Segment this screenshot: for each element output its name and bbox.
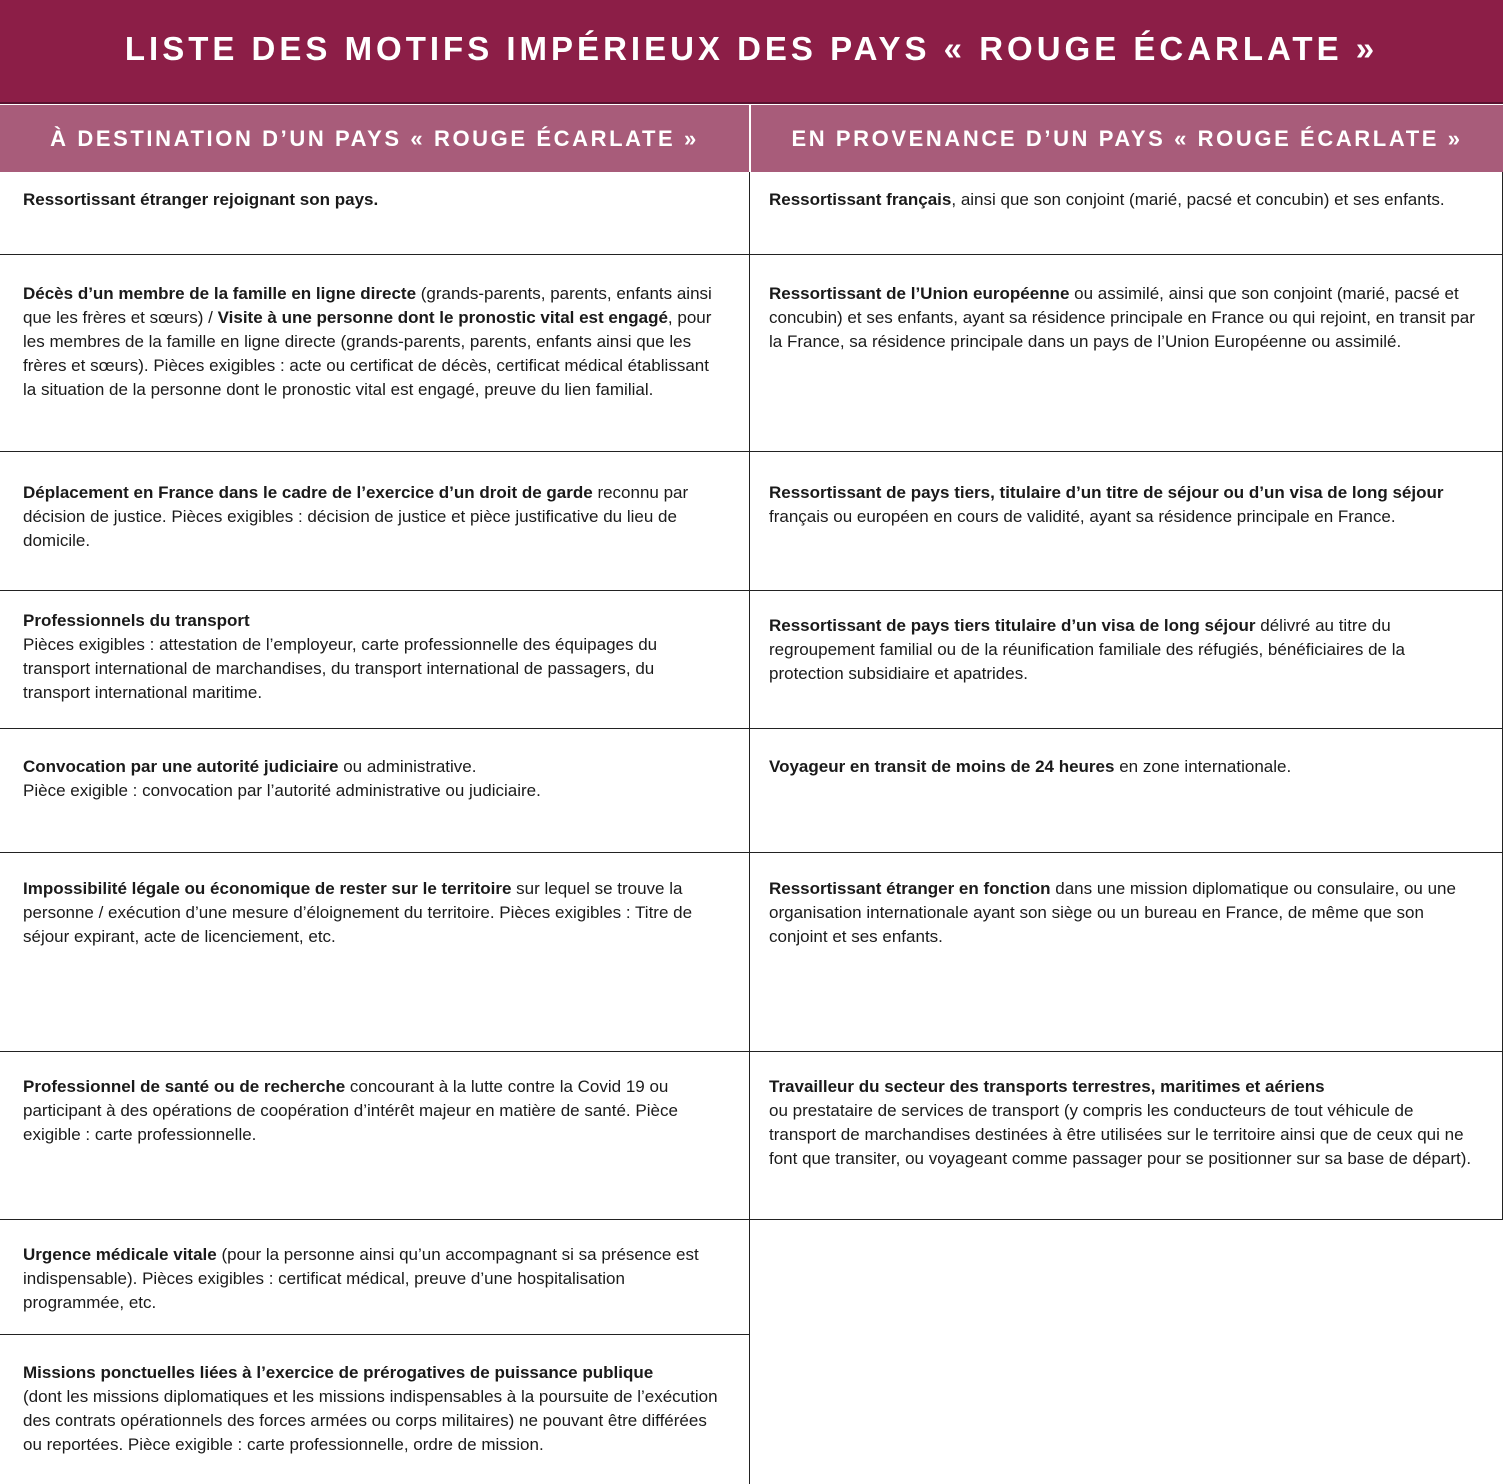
cell-bold-text: Ressortissant français (769, 190, 952, 209)
row-separator (0, 1334, 750, 1335)
left-row-cell (23, 1243, 723, 1315)
cell-bold-text: Déplacement en France dans le cadre de l’exercice d’un droit de garde (23, 483, 593, 502)
cell-text: sur lequel se trouve la personne / exécution d’une mesure d’éloignement du territoire. Pièces exigibles : Titre de séjour expirant, acte de licenciement, etc. (23, 879, 693, 946)
right-row-cell (769, 1075, 1477, 1171)
cell-bold-text: Ressortissant étranger rejoignant son pays. (23, 190, 379, 209)
cell-text: Pièce exigible : convocation par l’autorité administrative ou judiciaire. (23, 781, 541, 800)
left-row-cell (23, 1361, 723, 1457)
cell-bold-text: Ressortissant de pays tiers, titulaire d’un titre de séjour ou d’un visa de long séjour (769, 483, 1444, 502)
row-separator (0, 254, 750, 255)
left-row-cell (23, 481, 723, 553)
row-separator (749, 852, 1503, 853)
right-row-cell (769, 877, 1477, 949)
cell-bold-text: Voyageur en transit de moins de 24 heures (769, 757, 1115, 776)
column-header-destination: À DESTINATION D’UN PAYS « ROUGE ÉCARLATE » (0, 105, 749, 172)
left-row-cell (23, 282, 723, 402)
row-separator (0, 1051, 750, 1052)
page-title: LISTE DES MOTIFS IMPÉRIEUX DES PAYS « ROUGE ÉCARLATE » (0, 0, 1503, 104)
cell-bold-text: Travailleur du secteur des transports terrestres, maritimes et aériens (769, 1077, 1325, 1096)
right-row-cell (769, 755, 1477, 779)
cell-text: français ou européen en cours de validité, ayant sa résidence principale en France. (769, 507, 1396, 526)
row-separator (749, 1219, 1503, 1220)
cell-text: ou prestataire de services de transport (y compris les conducteurs de tout véhicule de transport de marchandises destinées à être utilisées sur le territoire ainsi que de ceux qui ne font que transiter, ou voyageant comme passager pour se positionner sur sa base de départ). (769, 1101, 1472, 1168)
center-divider (749, 172, 750, 1484)
row-separator (0, 852, 750, 853)
cell-text: ou assimilé, ainsi que son conjoint (marié, pacsé et concubin) et ses enfants, ayant sa résidence principale en France ou qui rejoint, en transit par la France, sa résidence principale dans un pays de l’Union Européenne ou assimilé. (769, 284, 1475, 351)
right-row-cell (769, 282, 1477, 354)
cell-bold-text: Décès d’un membre de la famille en ligne directe (23, 284, 417, 303)
left-row-cell (23, 755, 723, 803)
cell-text: , pour les membres de la famille en ligne directe (grands-parents, parents, enfants ainsi que les frères et sœurs). Pièces exigibles : acte ou certificat de décès, certificat médical établissant la situation de la personne dont le pronostic vital est engagé, preuve du lien familial. (23, 308, 712, 399)
cell-text: dans une mission diplomatique ou consulaire, ou une organisation internationale ayant son siège ou un bureau en France, de même que son conjoint et ses enfants. (769, 879, 1456, 946)
cell-bold-text: Urgence médicale vitale (23, 1245, 217, 1264)
row-separator (0, 728, 750, 729)
cell-bold-text: Ressortissant de pays tiers titulaire d’un visa de long séjour (769, 616, 1256, 635)
row-separator (749, 254, 1503, 255)
cell-bold-text: Missions ponctuelles liées à l’exercice de prérogatives de puissance publique (23, 1363, 654, 1382)
left-row-cell (23, 609, 723, 705)
cell-text: ou administrative. (338, 757, 477, 776)
cell-text: concourant à la lutte contre la Covid 19 ou participant à des opérations de coopération d’intérêt majeur en matière de santé. Pièce exigible : carte professionnelle. (23, 1077, 678, 1144)
row-separator (749, 1051, 1503, 1052)
row-separator (749, 728, 1503, 729)
right-border (1502, 172, 1503, 1220)
cell-bold-text: Professionnel de santé ou de recherche (23, 1077, 346, 1096)
cell-text: délivré au titre du regroupement familial ou de la réunification familiale des réfugiés, bénéficiaires de la protection subsidiaire et apatrides. (769, 616, 1405, 683)
cell-bold-text: Convocation par une autorité judiciaire (23, 757, 339, 776)
cell-text: , ainsi que son conjoint (marié, pacsé et concubin) et ses enfants. (951, 190, 1445, 209)
left-row-cell (23, 188, 723, 212)
column-header-provenance: EN PROVENANCE D’UN PAYS « ROUGE ÉCARLATE » (751, 105, 1503, 172)
right-row-cell (769, 481, 1477, 529)
right-row-cell (769, 614, 1477, 686)
cell-bold-text: Visite à une personne dont le pronostic vital est engagé (217, 308, 668, 327)
cell-bold-text: Ressortissant de l’Union européenne (769, 284, 1070, 303)
row-separator (0, 1219, 750, 1220)
cell-text: Pièces exigibles : attestation de l’employeur, carte professionnelle des équipages du transport international de marchandises, du transport international de passagers, du transport international maritime. (23, 635, 658, 702)
row-separator (749, 451, 1503, 452)
cell-text: (dont les missions diplomatiques et les missions indispensables à la poursuite de l’exécution des contrats opérationnels des forces armées ou corps militaires) ne pouvant être différées ou reportées. Pièce exigible : carte professionnelle, ordre de mission. (23, 1387, 718, 1454)
right-row-cell (769, 188, 1477, 212)
row-separator (749, 590, 1503, 591)
cell-bold-text: Ressortissant étranger en fonction (769, 879, 1051, 898)
cell-bold-text: Impossibilité légale ou économique de rester sur le territoire (23, 879, 512, 898)
cell-text: (grands-parents, parents, enfants ainsi que les frères et sœurs) / (23, 284, 712, 327)
cell-text: en zone internationale. (1114, 757, 1292, 776)
cell-text: reconnu par décision de justice. Pièces exigibles : décision de justice et pièce justificative du lieu de domicile. (23, 483, 689, 550)
cell-text: (pour la personne ainsi qu’un accompagnant si sa présence est indispensable). Pièces exigibles : certificat médical, preuve d’une hospitalisation programmée, etc. (23, 1245, 699, 1312)
cell-bold-text: Professionnels du transport (23, 611, 250, 630)
left-row-cell (23, 1075, 723, 1147)
left-row-cell (23, 877, 723, 949)
row-separator (0, 590, 750, 591)
row-separator (0, 451, 750, 452)
